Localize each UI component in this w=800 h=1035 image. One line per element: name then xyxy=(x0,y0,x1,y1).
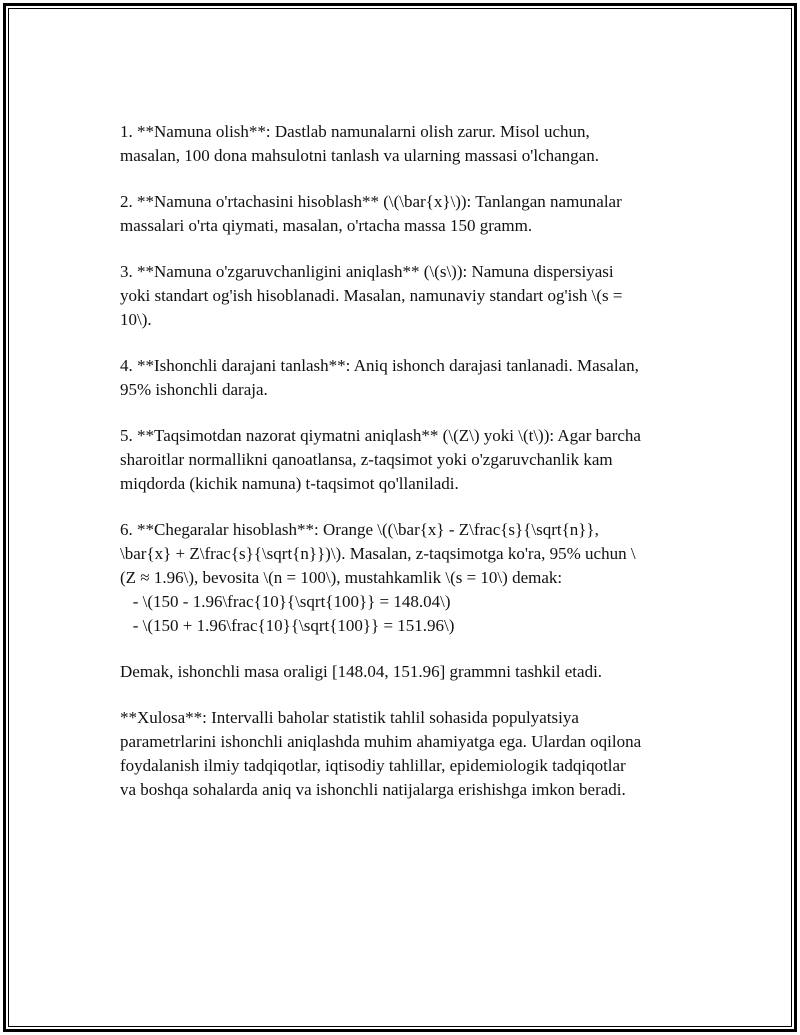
text-line: **Xulosa**: Intervalli baholar statistik tahlil sohasida populyatsiya xyxy=(120,708,579,727)
paragraph-step-5 xyxy=(120,424,700,496)
paragraph-step-2 xyxy=(120,190,700,238)
paragraph-summary xyxy=(120,706,700,802)
text-line: massalari o'rta qiymati, masalan, o'rtacha massa 150 gramm. xyxy=(120,216,533,235)
paragraph-step-4 xyxy=(120,354,700,402)
text-line: 95% ishonchli daraja. xyxy=(120,380,268,399)
formula-line: - \(150 + 1.96\frac{10}{\sqrt{100}} = 151.96\) xyxy=(120,616,455,635)
paragraph-conclusion-interval xyxy=(120,660,700,684)
text-line: miqdorda (kichik namuna) t-taqsimot qo'llaniladi. xyxy=(120,474,459,493)
text-line: 3. **Namuna o'zgaruvchanligini aniqlash** (\(s\)): Namuna dispersiyasi xyxy=(120,262,614,281)
text-line: parametrlarini ishonchli aniqlashda muhim ahamiyatga ega. Ulardan oqilona xyxy=(120,732,642,751)
text-line: va boshqa sohalarda aniq va ishonchli natijalarga erishishga imkon beradi. xyxy=(120,780,626,799)
text-line: (Z ≈ 1.96\), bevosita \(n = 100\), mustahkamlik \(s = 10\) demak: xyxy=(120,568,563,587)
text-line: 5. **Taqsimotdan nazorat qiymatni aniqlash** (\(Z\) yoki \(t\)): Agar barcha xyxy=(120,426,641,445)
paragraph-step-3 xyxy=(120,260,700,332)
formula-line: - \(150 - 1.96\frac{10}{\sqrt{100}} = 148.04\) xyxy=(120,592,451,611)
paragraph-step-1 xyxy=(120,120,700,168)
text-line: 1. **Namuna olish**: Dastlab namunalarni olish zarur. Misol uchun, xyxy=(120,122,590,141)
text-line: 6. **Chegaralar hisoblash**: Orange \((\bar{x} - Z\frac{s}{\sqrt{n}}, xyxy=(120,520,599,539)
text-line: \bar{x} + Z\frac{s}{\sqrt{n}})\). Masalan, z-taqsimotga ko'ra, 95% uchun \ xyxy=(120,544,636,563)
text-line: masalan, 100 dona mahsulotni tanlash va ularning massasi o'lchangan. xyxy=(120,146,599,165)
text-line: 4. **Ishonchli darajani tanlash**: Aniq ishonch darajasi tanlanadi. Masalan, xyxy=(120,356,639,375)
text-line: 10\). xyxy=(120,310,152,329)
paragraph-step-6 xyxy=(120,518,700,638)
text-line: 2. **Namuna o'rtachasini hisoblash** (\(\bar{x}\)): Tanlangan namunalar xyxy=(120,192,622,211)
text-line: foydalanish ilmiy tadqiqotlar, iqtisodiy tahlillar, epidemiologik tadqiqotlar xyxy=(120,756,626,775)
page-border xyxy=(3,3,797,1032)
text-line: Demak, ishonchli masa oraligi [148.04, 151.96] grammni tashkil etadi. xyxy=(120,662,603,681)
document-body xyxy=(120,120,700,824)
text-line: sharoitlar normallikni qanoatlansa, z-taqsimot yoki o'zgaruvchanlik kam xyxy=(120,450,613,469)
text-line: yoki standart og'ish hisoblanadi. Masalan, namunaviy standart og'ish \(s = xyxy=(120,286,623,305)
